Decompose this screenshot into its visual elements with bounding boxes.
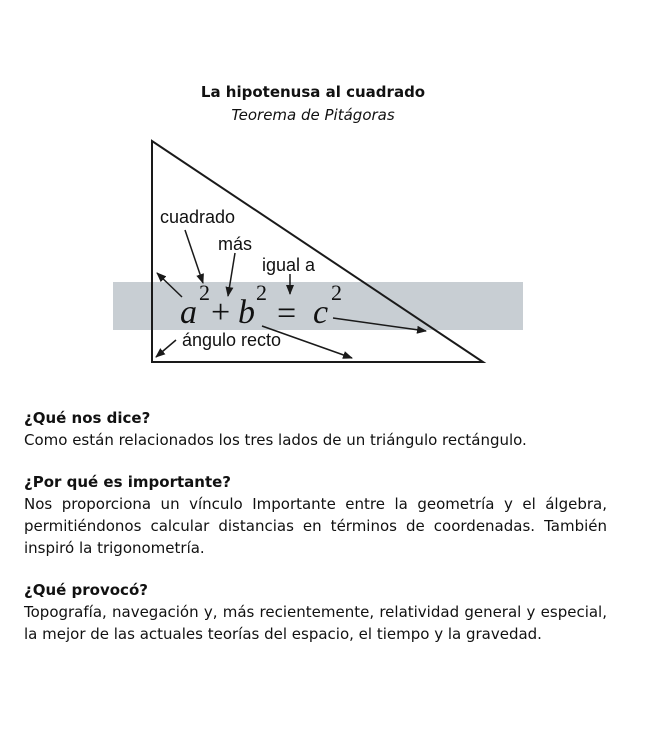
formula-a: a [180, 294, 197, 331]
info-sections [24, 407, 607, 665]
section-what-it-says [24, 407, 607, 451]
section-heading: ¿Qué provocó? [24, 581, 148, 599]
formula-b: b [238, 294, 255, 331]
label-cuadrado: cuadrado [160, 207, 236, 227]
arrow-right-angle [156, 340, 176, 357]
formula-a-exponent: 2 [199, 280, 210, 305]
label-mas: más [218, 234, 253, 254]
formula-c-exponent: 2 [331, 280, 342, 305]
section-why-important [24, 471, 607, 559]
page-subtitle: Teorema de Pitágoras [231, 106, 395, 124]
label-angulo-recto: ángulo recto [182, 330, 282, 350]
formula-b-exponent: 2 [256, 280, 267, 305]
page-title: La hipotenusa al cuadrado [200, 83, 426, 101]
formula-equals: = [277, 295, 297, 332]
formula-c: c [313, 294, 329, 331]
section-body: Topografía, navegación y, más recientemente, relatividad general y especial, la mejor de las actuales teorías del espacio, el tiempo y la gravedad. [24, 603, 607, 643]
section-body: Nos proporciona un vínculo Importante entre la geometría y el álgebra, permitiéndonos calcular distancias en términos de coordenadas. También inspiró la trigonometría. [24, 495, 607, 557]
formula-plus: + [211, 294, 231, 331]
section-what-it-led-to [24, 579, 607, 645]
section-body: Como están relacionados los tres lados de un triángulo rectángulo. [24, 431, 527, 449]
section-heading: ¿Qué nos dice? [24, 409, 151, 427]
arrow-cuadrado [185, 230, 203, 283]
label-igual-a: igual a [262, 255, 316, 275]
section-heading: ¿Por qué es importante? [24, 473, 231, 491]
